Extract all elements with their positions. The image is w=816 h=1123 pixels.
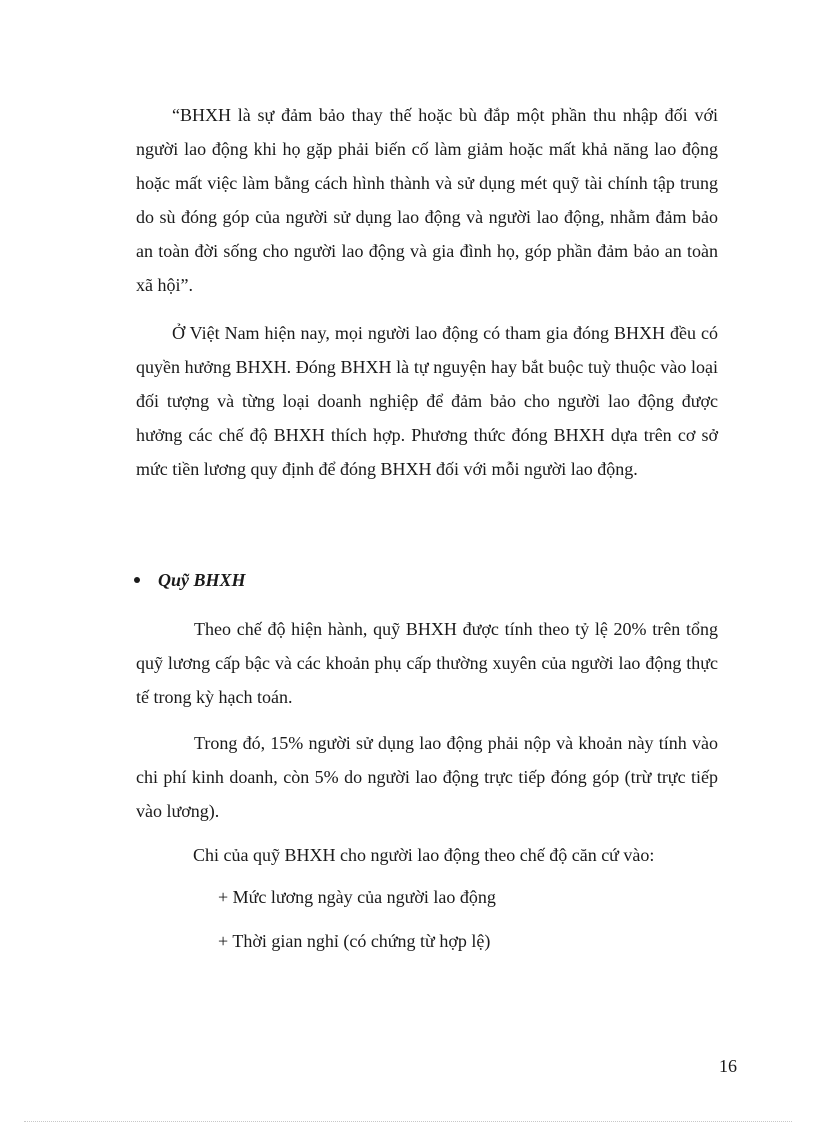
page-number: 16 [719,1056,737,1076]
paragraph-text: Theo chế độ hiện hành, quỹ BHXH được tính theo tỷ lệ 20% trên tổng quỹ lương cấp bậc và các khoản phụ cấp thường xuyên của người lao động thực tế trong kỳ hạch toán. [136,619,718,707]
section-heading-label: Quỹ BHXH [158,570,246,590]
list-item: + Mức lương ngày của người lao động [218,887,496,907]
paragraph-vietnam [136,316,718,486]
bullet-icon [134,577,140,583]
list-item: + Thời gian nghỉ (có chứng từ hợp lệ) [218,931,491,951]
section-heading [134,570,246,591]
paragraph-fund-rate [136,612,718,714]
paragraph-text: Ở Việt Nam hiện nay, mọi người lao động có tham gia đóng BHXH đều có quyền hưởng BHXH. Đóng BHXH là tự nguyện hay bắt buộc tuỳ thuộc vào loại đối tượng và từng loại doanh nghiệp để đảm bảo cho người lao động được hưởng các chế độ BHXH thích hợp. Phương thức đóng BHXH dựa trên cơ sở mức tiền lương quy định để đóng BHXH đối với mỗi người lao động. [136,323,718,479]
paragraph-fund-split [136,726,718,828]
paragraph-text: “BHXH là sự đảm bảo thay thế hoặc bù đắp một phần thu nhập đối với người lao động khi họ gặp phải biến cố làm giảm hoặc mất khả năng lao động hoặc mất việc làm bằng cách hình thành và sử dụng mét quỹ tài chính tập trung do sù đóng góp của người sử dụng lao động và người lao động, nhằm đảm bảo an toàn đời sống cho người lao động và gia đình họ, góp phần đảm bảo an toàn xã hội”. [136,105,718,295]
paragraph-definition [136,98,718,302]
footer-divider [24,1121,792,1122]
paragraph-text: Trong đó, 15% người sử dụng lao động phải nộp và khoản này tính vào chi phí kinh doanh, còn 5% do người lao động trực tiếp đóng góp (trừ trực tiếp vào lương). [136,733,718,821]
paragraph-fund-spending: Chi của quỹ BHXH cho người lao động theo chế độ căn cứ vào: [193,845,655,865]
